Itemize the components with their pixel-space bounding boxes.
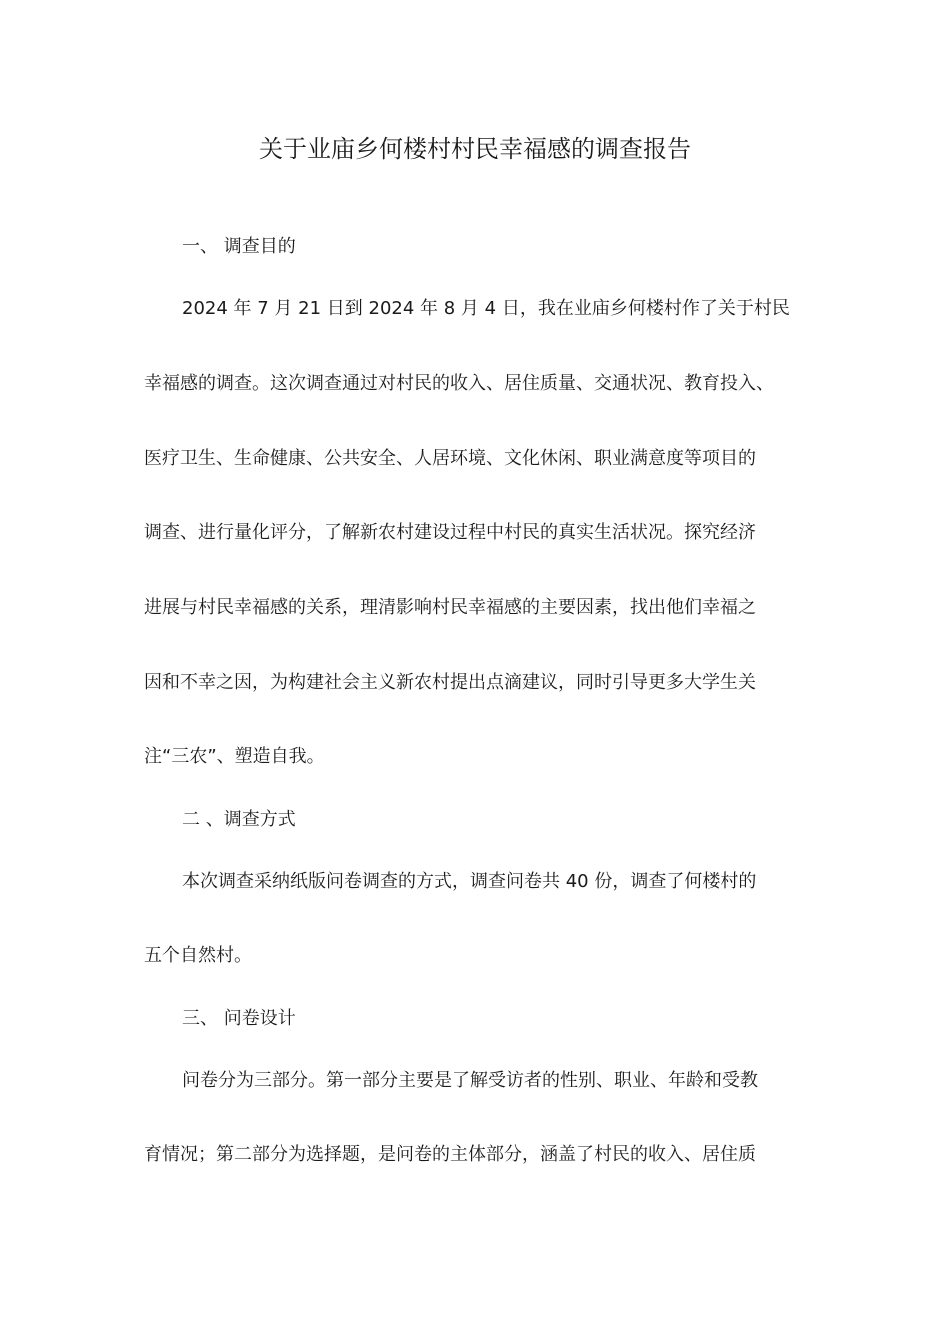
paragraph-line: 调查、进行量化评分，了解新农村建设过程中村民的真实生活状况。探究经济 — [144, 522, 756, 543]
paragraph-line: 因和不幸之因，为构建社会主义新农村提出点滴建议，同时引导更多大学生关 — [144, 672, 756, 693]
paragraph-line: 医疗卫生、生命健康、公共安全、人居环境、文化休闲、职业满意度等项目的 — [144, 448, 756, 469]
paragraph-line: 2024 年 7 月 21 日到 2024 年 8 月 4 日，我在业庙乡何楼村作了关于村民 — [182, 298, 790, 319]
section-heading-method: 二 、调查方式 — [182, 809, 296, 830]
document-title: 关于业庙乡何楼村村民幸福感的调查报告 — [259, 135, 691, 163]
section-heading-purpose: 一、 调查目的 — [182, 236, 296, 257]
paragraph-line: 进展与村民幸福感的关系，理清影响村民幸福感的主要因素，找出他们幸福之 — [144, 597, 756, 618]
paragraph-line: 注“三农”、塑造自我。 — [144, 746, 325, 767]
paragraph-line: 育情况；第二部分为选择题，是问卷的主体部分，涵盖了村民的收入、居住质 — [144, 1144, 756, 1165]
paragraph-line: 问卷分为三部分。第一部分主要是了解受访者的性别、职业、年龄和受教 — [182, 1070, 758, 1091]
paragraph-line: 幸福感的调查。这次调查通过对村民的收入、居住质量、交通状况、教育投入、 — [144, 373, 774, 394]
paragraph-line: 五个自然村。 — [144, 945, 252, 966]
paragraph-line: 本次调查采纳纸版问卷调查的方式，调查问卷共 40 份，调查了何楼村的 — [182, 871, 757, 892]
section-heading-design: 三、 问卷设计 — [182, 1008, 296, 1029]
